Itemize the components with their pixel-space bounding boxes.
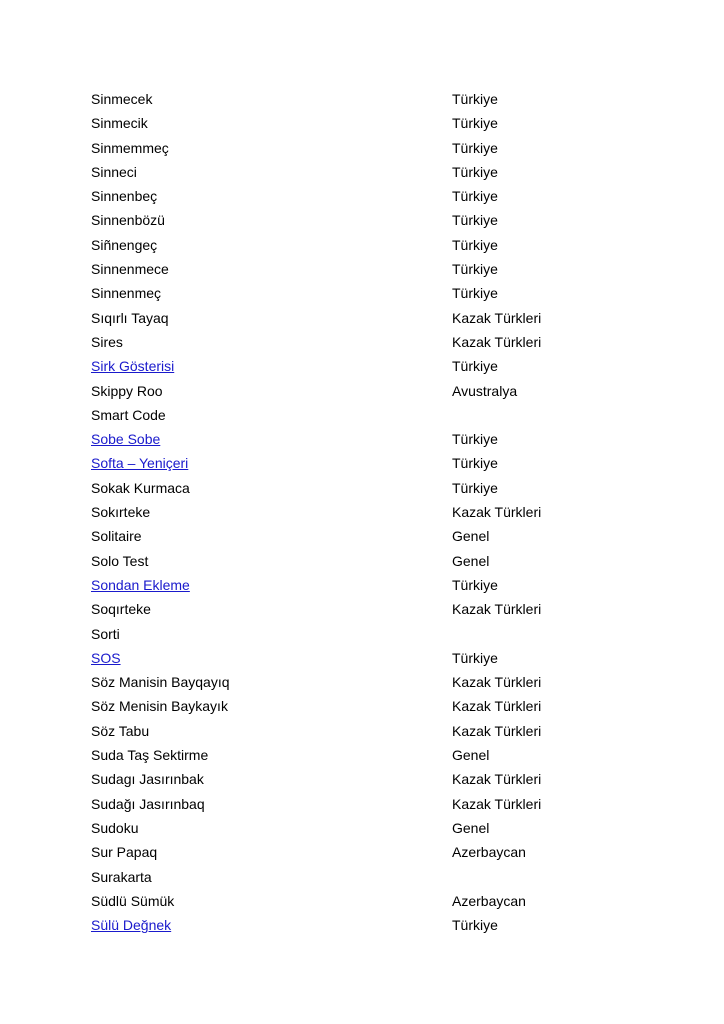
game-name: Solitaire [91,528,142,545]
game-region: Türkiye [452,358,498,375]
list-item [91,670,691,694]
list-item [91,136,691,160]
list-item [91,476,691,500]
game-name-link[interactable]: Sondan Ekleme [91,576,190,593]
list-item [91,743,691,767]
list-item [91,792,691,816]
game-name: Sinnenmeç [91,285,162,302]
game-name: Sudagı Jasırınbak [91,771,204,788]
game-region: Türkiye [452,431,498,448]
list-item [91,816,691,840]
list-item [91,208,691,232]
game-region: Türkiye [452,917,498,934]
game-name: Sokırteke [91,504,151,521]
game-name: Sinmecik [91,115,148,132]
game-region: Türkiye [452,212,498,229]
game-region: Türkiye [452,163,498,180]
game-name: Söz Menisin Baykayık [91,698,228,715]
list-item [91,767,691,791]
game-region: Türkiye [452,91,498,107]
game-region: Genel [452,552,490,569]
game-region: Kazak Türkleri [452,722,542,739]
game-region: Genel [452,528,490,545]
game-name: Suda Taş Sektirme [91,747,209,764]
list-item [91,379,691,403]
list-item [91,87,691,111]
game-region: Türkiye [452,455,498,472]
game-name: Südlü Sümük [91,892,175,909]
list-item [91,257,691,281]
game-region: Kazak Türkleri [452,601,542,618]
game-list [91,87,691,937]
list-item [91,865,691,889]
list-item [91,646,691,670]
list-item [91,306,691,330]
game-region: Türkiye [452,576,498,593]
list-item [91,694,691,718]
game-name: Surakarta [91,868,152,885]
game-region: Kazak Türkleri [452,698,542,715]
list-item [91,427,691,451]
game-name: Sinnenbeç [91,188,158,205]
game-name: Skippy Roo [91,382,163,399]
list-item [91,233,691,257]
game-region: Genel [452,747,490,764]
list-item [91,451,691,475]
game-name-link[interactable]: Sülü Değnek [91,917,172,934]
list-item [91,281,691,305]
game-name-link[interactable]: SOS [91,649,121,666]
game-name-link[interactable]: Softa – Yeniçeri [91,455,189,472]
list-item [91,354,691,378]
list-item [91,622,691,646]
game-name: Sinmemmeç [91,139,169,156]
list-item [91,597,691,621]
game-region: Kazak Türkleri [452,333,542,350]
game-name: Söz Manisin Bayqayıq [91,674,230,691]
list-item [91,719,691,743]
game-name: Sorti [91,625,120,642]
list-item [91,330,691,354]
game-name: Smart Code [91,406,166,423]
game-name: Söz Tabu [91,722,150,739]
game-region: Türkiye [452,285,498,302]
game-name: Sudoku [91,819,139,836]
game-name: Sinneci [91,163,137,180]
game-region: Türkiye [452,261,498,278]
game-region: Türkiye [452,649,498,666]
game-region: Türkiye [452,115,498,132]
game-region: Türkiye [452,479,498,496]
list-item [91,913,691,937]
game-name: Siñnengeç [91,236,158,253]
game-name: Sinnenbözü [91,212,165,229]
game-region: Kazak Türkleri [452,504,542,521]
game-region: Genel [452,819,490,836]
game-name: Sires [91,333,123,350]
list-item [91,111,691,135]
list-item [91,840,691,864]
list-item [91,889,691,913]
game-region: Azerbaycan [452,892,526,909]
game-name-link[interactable]: Sobe Sobe [91,431,161,448]
game-region: Kazak Türkleri [452,674,542,691]
game-name: Sudağı Jasırınbaq [91,795,205,812]
game-name: Solo Test [91,552,149,569]
list-item [91,549,691,573]
game-region: Kazak Türkleri [452,795,542,812]
list-item [91,403,691,427]
game-region: Türkiye [452,188,498,205]
game-region: Türkiye [452,236,498,253]
game-name: Sur Papaq [91,844,158,861]
game-region: Türkiye [452,139,498,156]
list-item [91,184,691,208]
game-name: Sıqırlı Tayaq [91,309,169,326]
list-item [91,500,691,524]
game-region: Azerbaycan [452,844,526,861]
game-name: Sokak Kurmaca [91,479,190,496]
game-region: Kazak Türkleri [452,771,542,788]
game-region: Avustralya [452,382,518,399]
game-name: Soqırteke [91,601,151,618]
list-item [91,160,691,184]
game-region: Kazak Türkleri [452,309,542,326]
list-item [91,573,691,597]
list-item [91,524,691,548]
game-name-link[interactable]: Sirk Gösterisi [91,358,175,375]
game-name: Sinnenmece [91,261,169,278]
game-name: Sinmecek [91,91,153,107]
